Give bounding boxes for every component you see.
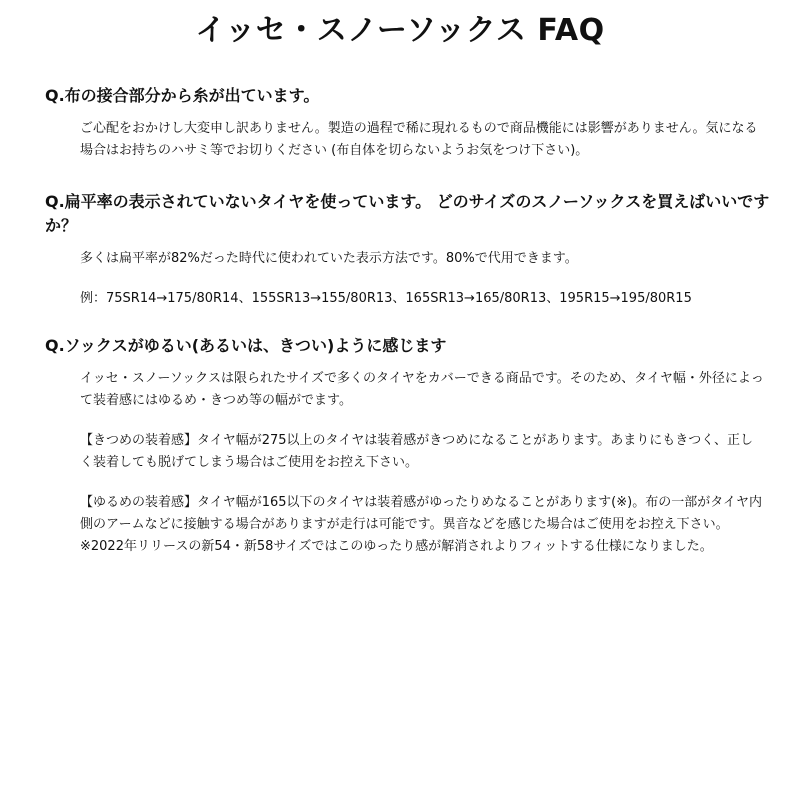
faq-item-loose-thread [0,82,800,162]
faq-question: Q.扁平率の表示されていないタイヤを使っています。 どのサイズのスノーソックスを買えばいいですか？ [45,192,770,235]
answer-loose-fit: 【ゆるめの装着感】タイヤ幅が165以下のタイヤは装着感がゆったりめなることがあります(※)。布の一部がタイヤ内側のアームなどに接触する場合がありますが走行は可能です。異音などを感じた場合はご使用をお控え下さい。※2022年リリースの新54・新58サイズではこのゆったり感が解消されよりフィットする仕様になりました。 [80,495,762,554]
faq-item-fit [0,332,800,558]
answer-tight-fit: 【きつめの装着感】タイヤ幅が275以上のタイヤは装着感がきつめになることがあります。あまりにもきつく、正しく装着しても脱げてしまう場合はご使用をお控え下さい。 [80,433,753,470]
faq-answer [80,368,764,558]
faq-question: Q.布の接合部分から糸が出ています。 [45,86,320,105]
faq-list [0,82,800,580]
faq-item-aspect-ratio [0,188,800,310]
answer-example: 例：75SR14→175/80R14、155SR13→155/80R13、165SR13→165/80R13、195R15→195/80R15 [80,291,692,306]
faq-answer [80,248,764,310]
answer-paragraph: 多くは扁平率が82%だった時代に使われていた表示方法です。80%で代用できます。 [80,251,578,266]
faq-question: Q.ソックスがゆるい(あるいは、きつい)ように感じます [45,336,447,355]
page-title: イッセ・スノーソックス FAQ [195,13,605,48]
answer-paragraph: イッセ・スノーソックスは限られたサイズで多くのタイヤをカバーできる商品です。そのため、タイヤ幅・外径によって装着感にはゆるめ・きつめ等の幅がでます。 [80,371,764,408]
faq-answer [80,118,764,162]
answer-paragraph: ご心配をおかけし大変申し訳ありません。製造の過程で稀に現れるもので商品機能には影響がありません。気になる場合はお持ちのハサミ等でお切りください (布自体を切らないようお気をつけ下さい)。 [80,121,758,158]
